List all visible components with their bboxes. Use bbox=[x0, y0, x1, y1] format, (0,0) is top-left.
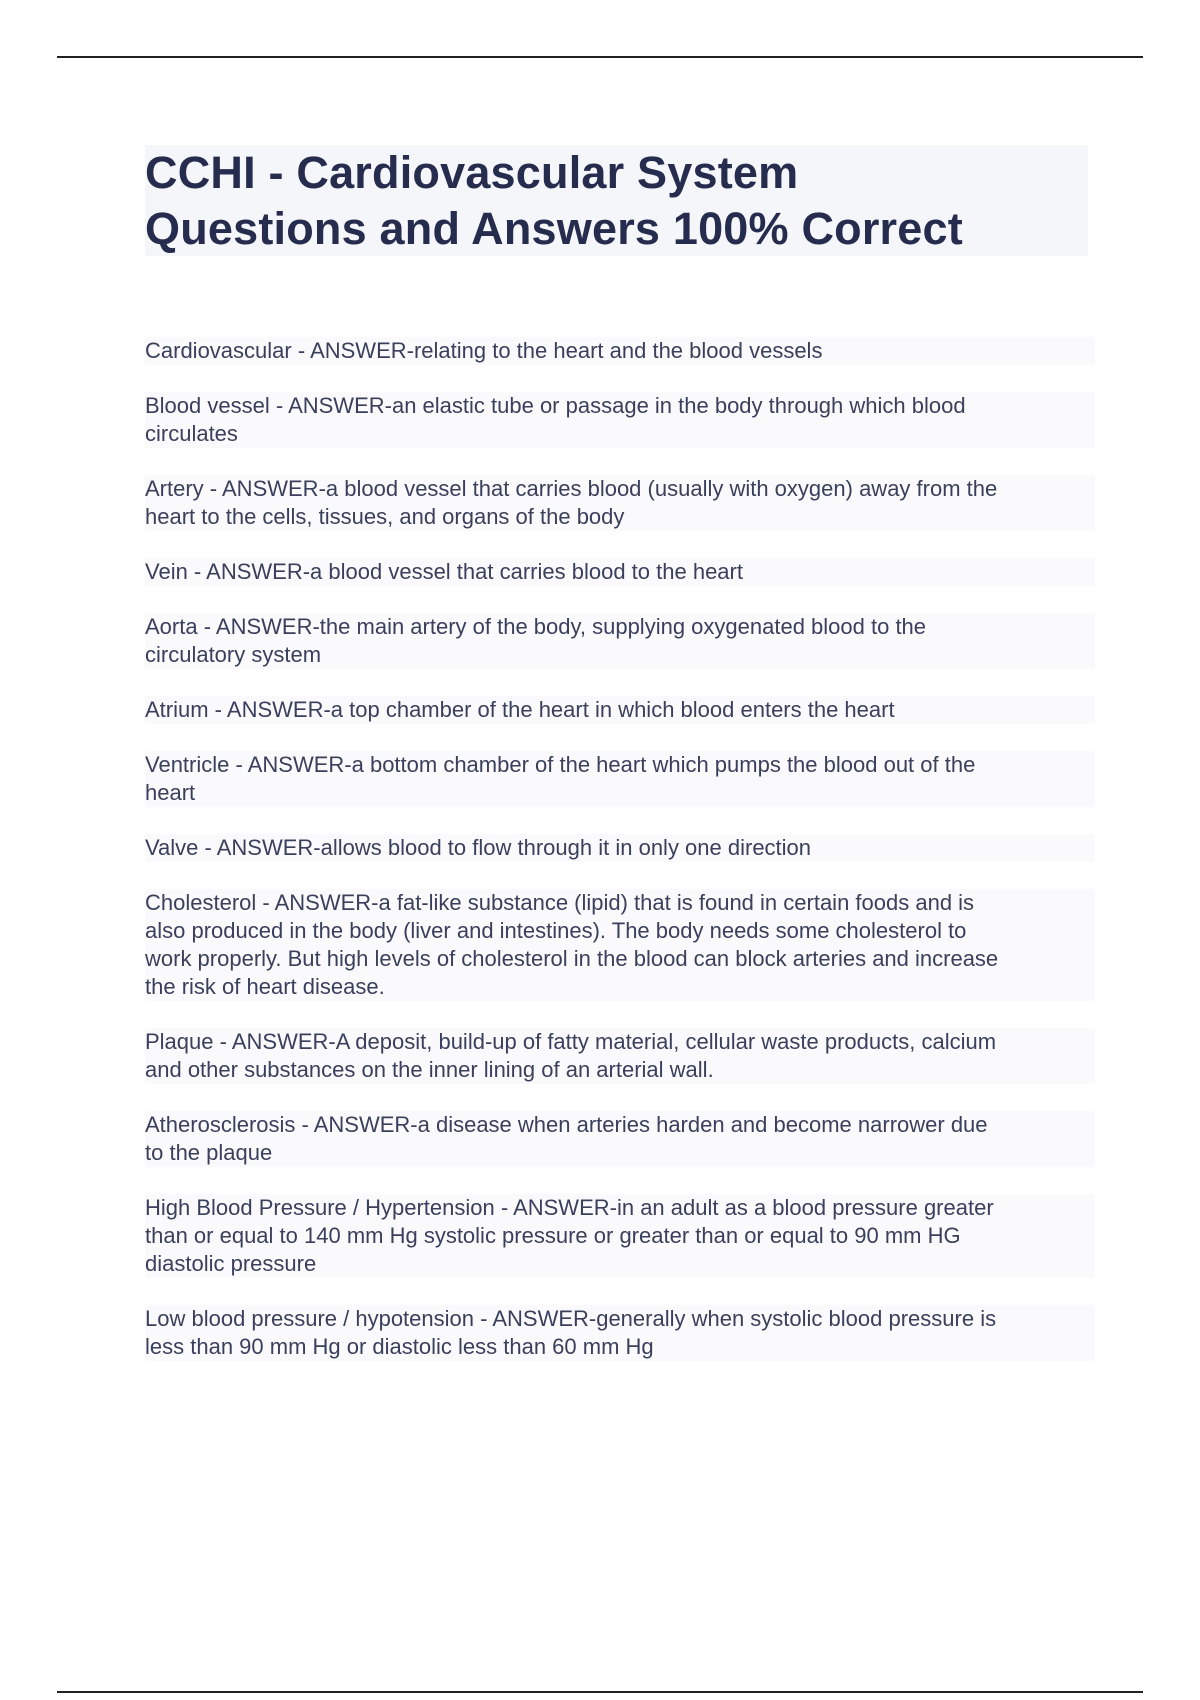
qa-entry-vein bbox=[145, 558, 1095, 586]
title-block bbox=[145, 145, 1088, 256]
qa-entry-aorta bbox=[145, 613, 1095, 669]
entry-line: and other substances on the inner lining of an arterial wall. bbox=[145, 1057, 714, 1082]
qa-entry-atrium bbox=[145, 696, 1095, 724]
entry-line: High Blood Pressure / Hypertension - ANSWER-in an adult as a blood pressure greater bbox=[145, 1195, 994, 1220]
qa-entry-cholesterol bbox=[145, 889, 1095, 1001]
entry-line: Atherosclerosis - ANSWER-a disease when arteries harden and become narrower due bbox=[145, 1112, 988, 1137]
entry-line: Valve - ANSWER-allows blood to flow through it in only one direction bbox=[145, 835, 812, 860]
entry-line: circulatory system bbox=[145, 642, 322, 667]
entry-line: diastolic pressure bbox=[145, 1251, 317, 1276]
document-title bbox=[145, 145, 1088, 257]
bottom-divider bbox=[57, 1691, 1143, 1693]
qa-list bbox=[145, 337, 1095, 1388]
top-divider bbox=[57, 56, 1143, 58]
qa-entry-cardiovascular bbox=[145, 337, 1095, 365]
entry-line: Atrium - ANSWER-a top chamber of the heart in which blood enters the heart bbox=[145, 697, 895, 722]
entry-line: less than 90 mm Hg or diastolic less than 60 mm Hg bbox=[145, 1334, 654, 1359]
qa-entry-ventricle bbox=[145, 751, 1095, 807]
entry-line: work properly. But high levels of cholesterol in the blood can block arteries and increase bbox=[145, 946, 999, 971]
entry-line: heart bbox=[145, 780, 196, 805]
title-line: CCHI - Cardiovascular System bbox=[145, 147, 799, 198]
entry-line: Blood vessel - ANSWER-an elastic tube or passage in the body through which blood bbox=[145, 393, 966, 418]
entry-line: heart to the cells, tissues, and organs of the body bbox=[145, 504, 625, 529]
qa-entry-hypertension bbox=[145, 1194, 1095, 1278]
entry-line: Artery - ANSWER-a blood vessel that carries blood (usually with oxygen) away from the bbox=[145, 476, 998, 501]
entry-line: also produced in the body (liver and intestines). The body needs some cholesterol to bbox=[145, 918, 967, 943]
qa-entry-blood-vessel bbox=[145, 392, 1095, 448]
entry-line: Plaque - ANSWER-A deposit, build-up of fatty material, cellular waste products, calcium bbox=[145, 1029, 997, 1054]
entry-line: the risk of heart disease. bbox=[145, 974, 385, 999]
entry-line: than or equal to 140 mm Hg systolic pressure or greater than or equal to 90 mm HG bbox=[145, 1223, 961, 1248]
qa-entry-hypotension bbox=[145, 1305, 1095, 1361]
entry-line: Aorta - ANSWER-the main artery of the body, supplying oxygenated blood to the bbox=[145, 614, 927, 639]
entry-line: Cholesterol - ANSWER-a fat-like substance (lipid) that is found in certain foods and is bbox=[145, 890, 975, 915]
qa-entry-atherosclerosis bbox=[145, 1111, 1095, 1167]
entry-line: Vein - ANSWER-a blood vessel that carries blood to the heart bbox=[145, 559, 743, 584]
qa-entry-artery bbox=[145, 475, 1095, 531]
entry-line: Ventricle - ANSWER-a bottom chamber of the heart which pumps the blood out of the bbox=[145, 752, 976, 777]
entry-line: Cardiovascular - ANSWER-relating to the heart and the blood vessels bbox=[145, 338, 823, 363]
entry-line: to the plaque bbox=[145, 1140, 273, 1165]
qa-entry-valve bbox=[145, 834, 1095, 862]
entry-line: Low blood pressure / hypotension - ANSWER-generally when systolic blood pressure is bbox=[145, 1306, 997, 1331]
qa-entry-plaque bbox=[145, 1028, 1095, 1084]
title-line: Questions and Answers 100% Correct bbox=[145, 203, 963, 254]
entry-line: circulates bbox=[145, 421, 238, 446]
